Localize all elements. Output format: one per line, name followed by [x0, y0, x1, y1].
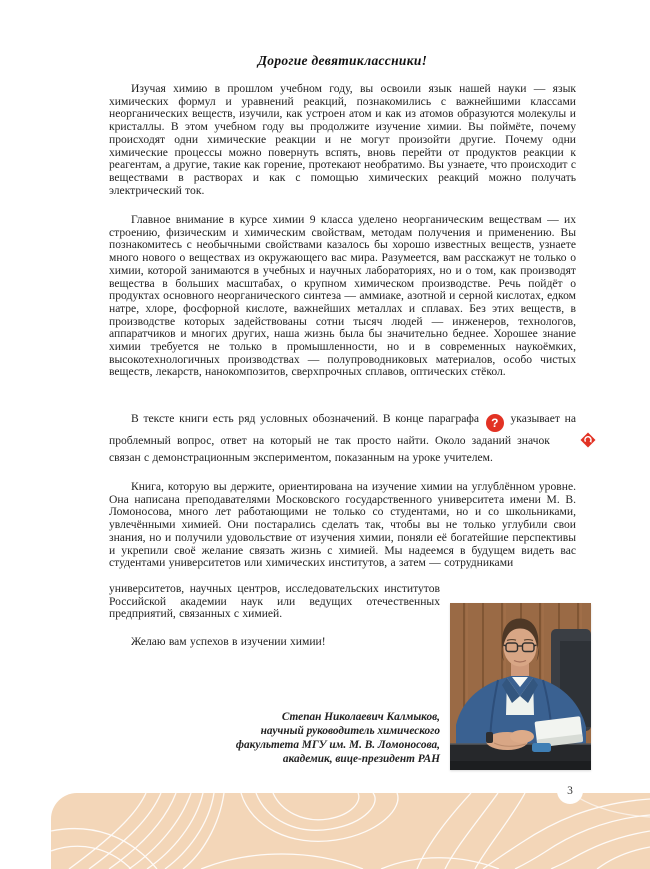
signature-role-3: академик, вице-президент РАН — [282, 752, 440, 765]
demo-experiment-icon — [558, 432, 574, 448]
author-signature-block — [140, 711, 440, 767]
signature-role-1: научный руководитель химического — [260, 724, 440, 737]
author-portrait-photo — [450, 603, 591, 770]
paragraph-course-overview: Главное внимание в курсе химии 9 класса уделено неорганическим веществам — их строению, физическим и химическим свойствам, методам получения и применению. Вы познакомитесь с необычными свойствами казалось бы хорошо известных веществ, узнаете много нового о веществах из окружающего вас мира. Разумеется, вам расскажут не только о химии, которой занимаются в учебных и научных лабораториях, но и о том, как производят вещества в больших масштабах, о крупном химическом производстве. Речь пойдёт о продуктах основного неорганического синтеза — аммиаке, азотной и серной кислотах, едком натре, хлоре, фосфорной кислоте, важнейших металлах и сплавах. Без этих веществ, в производстве которых задействованы сотни тысяч людей — инженеров, технологов, аппаратчиков и многих других, наша жизнь была бы значительно беднее. Хорошее знание химии требуется не только в промышленности, но и в современных наукоёмких, высокотехнологичных производствах — полупроводниковых материалов, особо чистых веществ, лекарств, нанокомпозитов, сверхпрочных сплавов, оптических стёкол. — [109, 213, 576, 379]
topographic-pattern — [51, 793, 650, 869]
paragraph-about-book: Книга, которую вы держите, ориентирована на изучение химии на углублённом уровне. Она написана преподавателями Московского государственного университета имени М. В. Ломоносова, много лет работающими не только со студентами, но и со школьниками, увлечёнными химией. Они постарались сделать так, чтобы вы не только углубили свои знания, но и получили удовольствие от изучения химии, поняли её богатейшие перспективы и укрепили своё желание связать жизнь с химией. Мы надеемся в будущем видеть вас студентами университетов или химических институтов, а затем — сотрудниками — [109, 480, 576, 570]
page-title: Дорогие девятиклассники! — [257, 53, 428, 68]
decorative-contour-band — [51, 793, 650, 869]
signature-role-2: факультета МГУ им. М. В. Ломоносова, — [235, 738, 440, 751]
page-number: 3 — [567, 785, 573, 797]
signature-name: Степан Николаевич Калмыков, — [281, 711, 440, 723]
paragraph-symbols-text-2: указывает на проблемный вопрос, ответ на который не так просто найти. Около заданий значок — [109, 412, 576, 447]
paragraph-wish: Желаю вам успехов в изучении химии! — [131, 635, 326, 648]
portrait-illustration — [450, 603, 591, 770]
paragraph-symbols-text-3: связан с демонстрационным экспериментом, показанным на уроке учителем. — [109, 450, 493, 464]
problem-question-icon: ? — [486, 414, 504, 432]
paragraph-about-book-continued: университетов, научных центров, исследовательских институтов Российской академии наук или ведущих отечественных предприятий, связанных с химией. — [109, 582, 440, 621]
paragraph-intro: Изучая химию в прошлом учебном году, вы освоили язык нашей науки — язык химических формул и уравнений реакций, познакомились с важнейшими классами неорганических веществ, изучили, как устроен атом и как из атомов образуются молекулы и кристаллы. В этом учебном году вы продолжите изучение химии. Вы поймёте, почему происходят одни химические реакции и не могут произойти другие. Почему одни химические процессы можно повернуть вспять, вновь перейти от продуктов реакции к реагентам, а другие, такие как горение, протекают необратимо. Вы узнаете, что происходит с веществами в растворах и как с помощью химических реакций можно получать электрический ток. — [109, 82, 576, 197]
page-number-badge — [557, 778, 583, 804]
paragraph-symbols-text-1: В тексте книги есть ряд условных обозначений. В конце параграфа — [131, 412, 480, 425]
paragraph-symbols — [109, 411, 576, 466]
